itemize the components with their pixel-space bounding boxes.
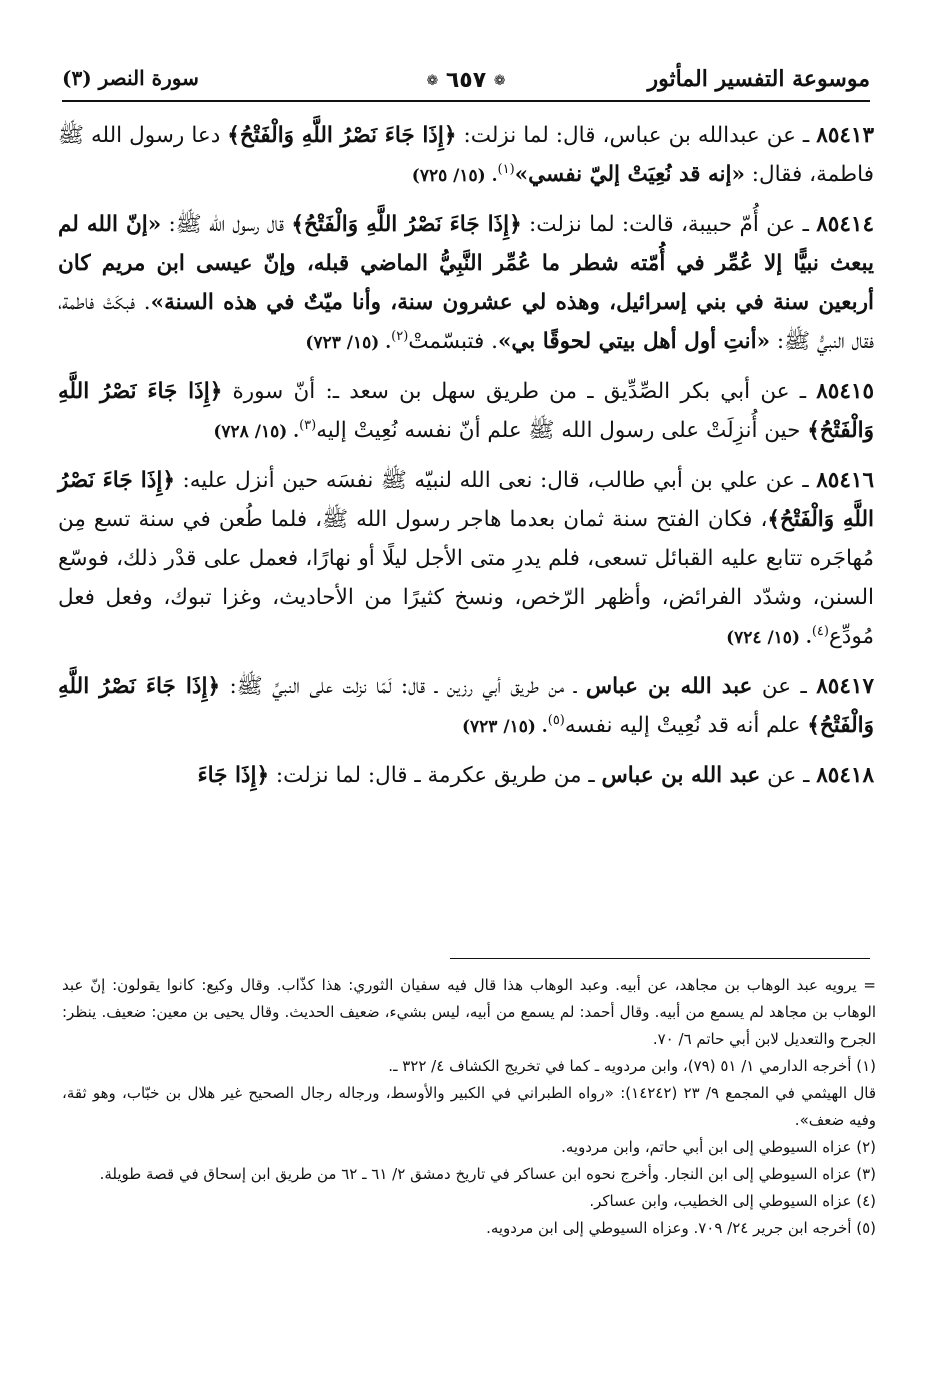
quran-quote: ﴿إِذَا جَاءَ xyxy=(197,763,270,788)
volume-reference: . (١٥/ ٧٢٨) xyxy=(213,422,300,442)
entry-number: ٨٥٤١٣ xyxy=(816,123,875,148)
hadith-text: «إنه قد نُعِيَتْ إليّ نفسي» xyxy=(514,162,745,187)
entry-text: قال رسول الله ﷺ: xyxy=(161,212,292,237)
hadith-text: «أنتِ أول أهل بيتي لحوقًا بي» xyxy=(497,329,771,354)
quran-quote: ﴿إِذَا جَاءَ نَصْرُ اللَّهِ وَالْفَتْحُ﴾ xyxy=(58,379,874,443)
footnote-marker[interactable]: (٢) xyxy=(391,328,409,344)
footnote-4: (٤) عزاه السيوطي إلى الخطيب، وابن عساكر. xyxy=(589,1192,876,1210)
entry-text: ـ عن أُمّ حبيبة، قالت: لما نزلت: xyxy=(521,212,817,237)
entry-number: ٨٥٤١٥ xyxy=(816,379,874,404)
quran-quote: ﴿إِذَا جَاءَ نَصْرُ اللَّهِ وَالْفَتْحُ﴾ xyxy=(58,468,874,532)
entry-85416 xyxy=(58,460,874,658)
entry-text: ـ عن علي بن أبي طالب، قال: نعى الله لنبيّه ﷺ نفسَه حين أنزل عليه: xyxy=(174,468,817,493)
entry-text: ـ عن xyxy=(752,674,817,699)
quran-quote: ﴿إِذَا جَاءَ نَصْرُ اللَّهِ وَالْفَتْحُ﴾ xyxy=(291,212,522,237)
surah-title: سورة النصر (٣) xyxy=(62,66,199,90)
entry-text: ، فكان الفتح سنة ثمان بعدما هاجر رسول الله ﷺ، فلما طُعن في سنة تسع مِن مُهاجَره تتابع عليه القبائل تسعى، فلم يدرِ متى الأجل ليلًا أو نهارًا، فعمل على قدْر ذلك، فوسّع السنن، وشدّد الفرائض، وأظهر الرّخص، ونسخ كثيرًا من الأحاديث، وغزا تبوك، وفعل فعل مُودِّع xyxy=(58,507,874,649)
footnote-marker[interactable]: (٤) xyxy=(811,623,829,639)
quran-quote: ﴿إِذَا جَاءَ نَصْرُ اللَّهِ وَالْفَتْحُ﴾ xyxy=(227,123,457,148)
entry-number: ٨٥٤١٧ xyxy=(816,674,874,699)
entry-number: ٨٥٤١٨ xyxy=(816,763,874,788)
footnote-marker[interactable]: (١) xyxy=(497,161,515,177)
entry-text: . فبكَتْ فاطمة، فقال النبيُّ ﷺ: xyxy=(58,290,874,354)
footnote-marker[interactable]: (٥) xyxy=(547,712,565,728)
narrator-name: عبد الله بن عباس xyxy=(585,674,753,699)
footnote-5: (٥) أخرجه ابن جرير ٢٤/ ٧٠٩. وعزاه السيوطي إلى ابن مردويه. xyxy=(486,1219,876,1237)
narrator-name: عبد الله بن عباس xyxy=(601,763,761,788)
entry-text: علم أنه قد نُعِيتْ إليه نفسه xyxy=(564,713,808,738)
header-rule xyxy=(62,100,870,102)
entry-text: ـ من طريق عكرمة ـ قال: لما نزلت: xyxy=(269,763,602,788)
volume-reference: . (١٥/ ٧٢٣) xyxy=(305,333,392,353)
footnote-2: (٢) عزاه السيوطي إلى ابن أبي حاتم، وابن مردويه. xyxy=(561,1138,876,1156)
book-title: موسوعة التفسير المأثور xyxy=(647,66,870,92)
entry-text: ـ عن عبدالله بن عباس، قال: لما نزلت: xyxy=(456,123,817,148)
page-number-value: ٦٥٧ xyxy=(445,68,487,93)
footnote-continuation: = يرويه عبد الوهاب بن مجاهد، عن أبيه. وعبد الوهاب هذا قال فيه سفيان الثوري: هذا كذّاب. وقال وكيع: كانوا يقولون: إنّ عبد الوهاب بن مجاهد لم يسمع من أبيه. وقال أحمد: لم يسمع من أبيه، ليس بشيء، ضعيف الحديث. وقال يحيى بن معين: ضعيف. ينظر: الجرح والتعديل لابن أبي حاتم ٦/ ٧٠. xyxy=(62,976,876,1048)
footnote-marker[interactable]: (٣) xyxy=(299,417,317,433)
entry-85414 xyxy=(58,204,874,363)
entry-text: . فتبسّمتْ xyxy=(408,329,498,354)
volume-reference: . (١٥/ ٧٢٣) xyxy=(461,717,548,737)
footnote-1-comment: قال الهيثمي في المجمع ٩/ ٢٣ (١٤٢٤٢): «رواه الطبراني في الكبير والأوسط، ورجاله رجال الصحيح غير هلال بن خبّاب، وهو ثقة، وفيه ضعف». xyxy=(62,1084,876,1129)
ornament-icon: ❁ xyxy=(426,73,439,89)
ornament-icon: ❁ xyxy=(493,73,506,89)
volume-reference: . (١٥/ ٧٢٥) xyxy=(411,166,498,186)
entry-85418 xyxy=(58,755,874,795)
entry-text: ـ من طريق أبي رزين ـ قال: لَمّا نزلت على النبيِّ ﷺ: xyxy=(220,674,586,699)
hadith-text: «إنّ الله لم يبعث نبيًّا إلا عُمِّر في أُمّته شطر ما عُمِّر النَّبِيُّ الماضي قبله، وإنّ عيسى ابن مريم كان أربعين سنة في بني إسرائيل، وهذه لي عشرون سنة، وأنا ميّتٌ في هذه السنة» xyxy=(58,212,874,315)
entry-text: ـ عن xyxy=(760,763,817,788)
footnotes xyxy=(62,972,876,1242)
entry-text: ـ عن أبي بكر الصِّدِّيق ـ من طريق سهل بن سعد ـ: أنّ سورة xyxy=(222,379,817,404)
entry-text: حين أُنزِلَتْ على رسول الله ﷺ علم أنّ نفسه نُعِيتْ إليه xyxy=(316,418,808,443)
volume-reference: . (١٥/ ٧٢٤) xyxy=(726,628,812,648)
running-header xyxy=(62,62,870,102)
footnote-separator xyxy=(450,958,870,959)
entry-85415 xyxy=(58,371,874,452)
quran-quote: ﴿إِذَا جَاءَ نَصْرُ اللَّهِ وَالْفَتْحُ﴾ xyxy=(58,674,874,738)
entry-85413 xyxy=(58,116,874,196)
entry-text: دعا رسول الله ﷺ فاطمة، فقال: xyxy=(58,123,874,187)
entry-85417 xyxy=(58,666,874,747)
main-text xyxy=(58,116,874,803)
footnote-1: (١) أخرجه الدارمي ١/ ٥١ (٧٩)، وابن مردويه ـ كما في تخريج الكشاف ٤/ ٣٢٢ ـ. xyxy=(388,1057,876,1075)
entry-number: ٨٥٤١٤ xyxy=(816,212,874,237)
footnote-3: (٣) عزاه السيوطي إلى ابن النجار. وأخرج نحوه ابن عساكر في تاريخ دمشق ٢/ ٦١ ـ ٦٢ من طريق ابن إسحاق في قصة طويلة. xyxy=(99,1165,876,1183)
entry-number: ٨٥٤١٦ xyxy=(816,468,874,493)
